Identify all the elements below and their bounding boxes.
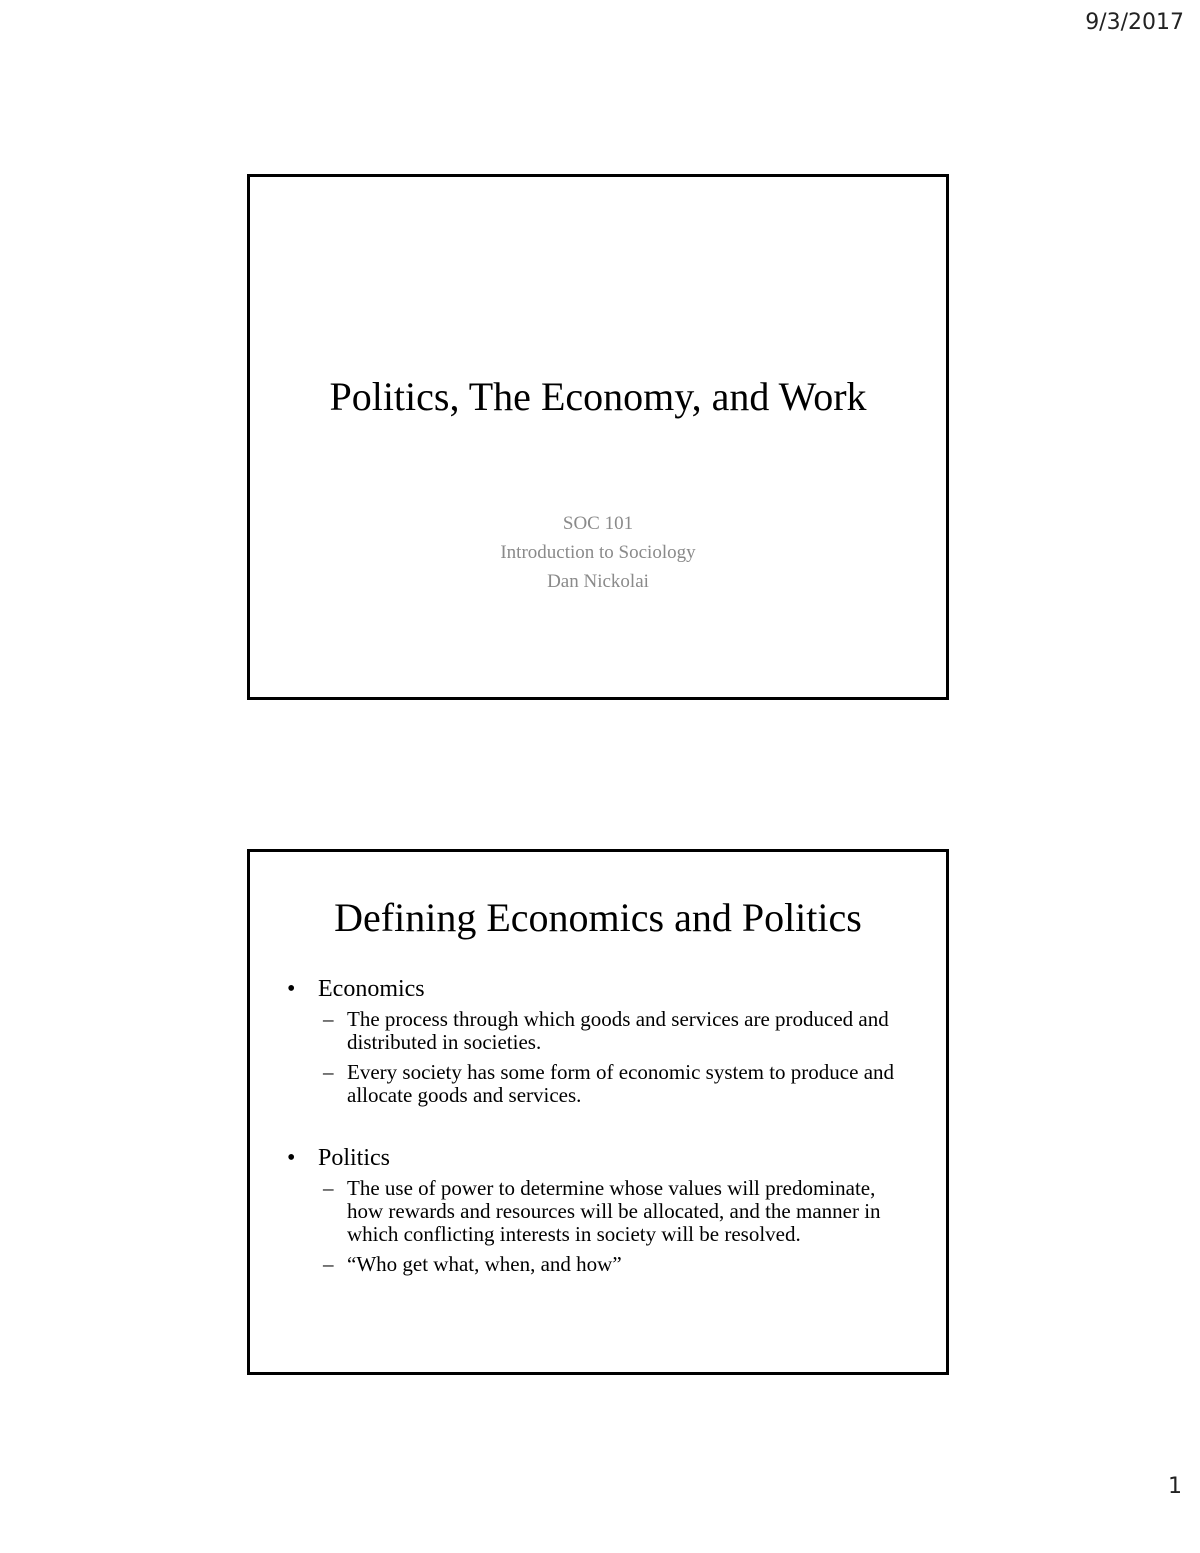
sub-list-economics	[323, 1008, 916, 1107]
dash-mark: –	[323, 1060, 334, 1084]
bullet-economics	[287, 974, 916, 1004]
sub-item	[323, 1177, 916, 1246]
dash-mark: –	[323, 1252, 334, 1276]
bullet-heading: Economics	[318, 976, 425, 1002]
page-number: 1	[1168, 1474, 1182, 1499]
slide-subtitle	[250, 509, 946, 596]
sub-list-politics	[323, 1177, 916, 1276]
course-name: Introduction to Sociology	[500, 542, 696, 563]
slide-content-heading: Defining Economics and Politics	[334, 895, 862, 940]
slide-title	[247, 174, 949, 700]
slide-title-heading: Politics, The Economy, and Work	[329, 374, 867, 419]
sub-item-text: The process through which goods and services are produced and distributed in societies.	[347, 1007, 889, 1054]
bullet-heading: Politics	[318, 1145, 391, 1171]
sub-item	[323, 1061, 916, 1107]
instructor-name: Dan Nickolai	[547, 571, 649, 592]
sub-item-text: “Who get what, when, and how”	[347, 1252, 622, 1276]
page-date: 9/3/2017	[1085, 10, 1184, 35]
course-code: SOC 101	[562, 513, 634, 534]
bullet-mark: •	[287, 976, 296, 1002]
sub-item-text: Every society has some form of economic system to produce and allocate goods and services.	[347, 1060, 895, 1107]
sub-item	[323, 1253, 916, 1276]
sub-item	[323, 1008, 916, 1054]
slide-content-body	[287, 974, 916, 1283]
bullet-politics	[287, 1143, 916, 1173]
bullet-mark: •	[287, 1145, 296, 1171]
sub-item-text: The use of power to determine whose values will predominate, how rewards and resources will be allocated, and the manner in which conflicting interests in society will be resolved.	[347, 1176, 881, 1246]
dash-mark: –	[323, 1176, 334, 1200]
dash-mark: –	[323, 1007, 334, 1031]
slide-content	[247, 849, 949, 1375]
